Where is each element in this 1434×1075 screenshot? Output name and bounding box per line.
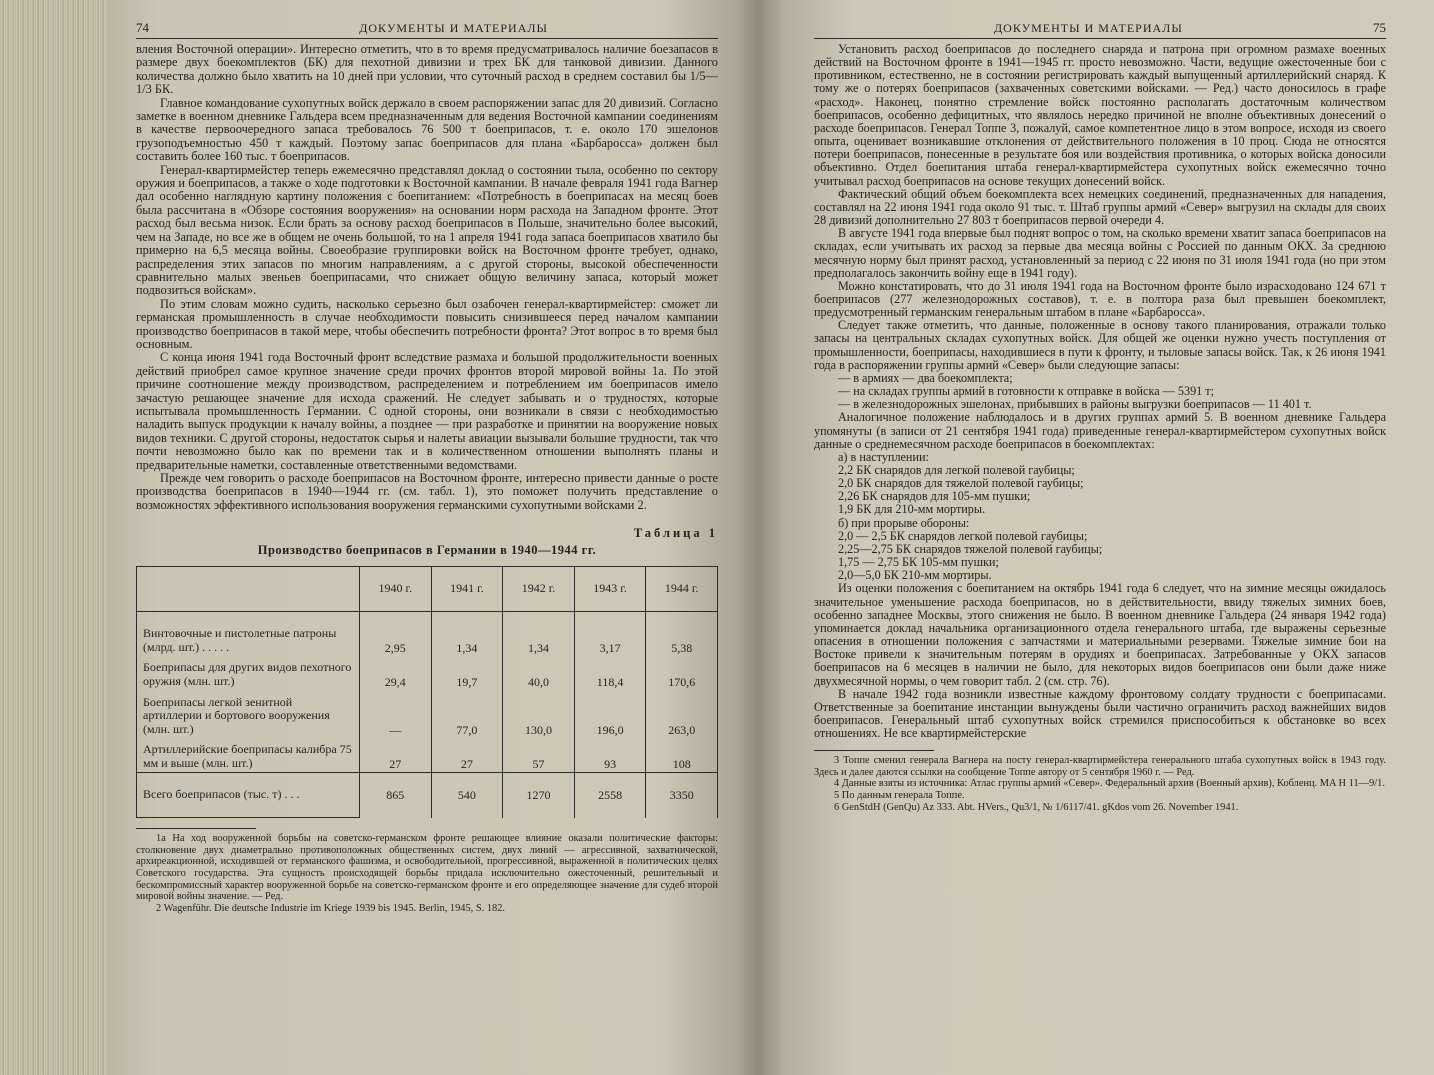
left-running-head-title: ДОКУМЕНТЫ И МАТЕРИАЛЫ bbox=[359, 21, 548, 35]
left-footnotes bbox=[136, 833, 718, 914]
table-cell: 57 bbox=[503, 738, 575, 773]
right-footnotes bbox=[814, 755, 1386, 813]
table-cell: 27 bbox=[360, 738, 432, 773]
table-cell: 263,0 bbox=[646, 690, 718, 738]
table-header-blank bbox=[137, 567, 360, 612]
list-item: — в армиях — два боекомплекта; bbox=[838, 370, 1013, 385]
left-body-text bbox=[136, 43, 718, 512]
list-item: 2,26 БК снарядов для 105-мм пушки; bbox=[838, 489, 1031, 504]
table-cell: 1,34 bbox=[431, 612, 503, 657]
table-row bbox=[137, 690, 718, 738]
list-item: 2,0—5,0 БК 210-мм мортиры. bbox=[838, 568, 992, 583]
table-cell: 2,95 bbox=[360, 612, 432, 657]
row-label: Боеприпасы для других видов пехотного оружия (млн. шт.) bbox=[137, 656, 360, 690]
right-body-text bbox=[814, 43, 1386, 740]
paragraph: В начале 1942 года возникли известные каждому фронтовому солдату трудности с боеприпасами. Ответственные за боепитание инстанции вынуждены были частично ограничить расход важнейших видов боеприпасов. Генеральный штаб сухопутных войск стремился приспособиться к обстановке во всех отношениях. Не все квартирмейстерские bbox=[814, 686, 1386, 741]
paragraph: Из оценки положения с боепитанием на октябрь 1941 года 6 следует, что на зимние месяцы ожидалось значительное уменьшение расхода боеприпасов, но в действительности, ввиду тяжелых зимних боев, особенно западнее Москвы, этого снижения не было. В военном дневнике Гальдера (24 января 1942 года) упоминается доклад начальника организационного отдела генерального штаба, где выражены серьезные опасения в отношении положения с запчастями и материальными резервами. Тяжелые зимние бои на Востоке привели к значительным потерям в орудиях и боеприпасах. Затребованные у ОКХ запасов боеприпасов на 6 месяцев в наличии не было, для некоторых видов боеприпасов они были даже ниже двухмесячной нормы, о чем говорит табл. 2 (см. стр. 76). bbox=[814, 581, 1386, 688]
table-total-row bbox=[137, 773, 718, 818]
list-item: б) при прорыве обороны: bbox=[838, 515, 970, 530]
table-cell: 1270 bbox=[503, 773, 575, 818]
table-header-cell: 1944 г. bbox=[646, 567, 718, 612]
paragraph: По этим словам можно судить, насколько серьезно был озабочен генерал-квартирмейстер: сможет ли германская промышленность в случае необходимости повысить снизившееся перед началом кампании производство боеприпасов в такой мере, чтобы обеспечить потребности фронта? Этот вопрос в то время был основным. bbox=[136, 296, 718, 351]
table-cell: — bbox=[360, 690, 432, 738]
paragraph: С конца июня 1941 года Восточный фронт вследствие размаха и большой продолжительности военных действий приобрел самое крупное значение среди прочих фронтов второй мировой войны 1a. По этой причине соотношение между производством, распределением и потреблением им боеприпасов имело зачастую решающее значение для исхода сражений. Не следует забывать и о трудностях, которые испытывала промышленность Германии. С одной стороны, они возникали в связи с необходимостью наладить выпуск продукции к началу войны, а позднее — при разработке и принятии на вооружение новых видов техники. С другой стороны, недостаток сырья и налеты авиации вызывали большие трудности, так что почти невозможно было как по времени так и в количественном отношении выполнять планы и предварительные наметки, составленные ответственными ведомствами. bbox=[136, 350, 718, 472]
table-row bbox=[137, 738, 718, 773]
table-cell: 5,38 bbox=[646, 612, 718, 657]
left-running-head bbox=[136, 0, 718, 39]
paragraph: В августе 1941 года впервые был поднят вопрос о том, на сколько времени хватит запаса боеприпасов на складах, если учитывать их расход за первые два месяца войны с Россией по данным ОКХ. За среднюю месячную норму был принят расход, установленный за период с 22 июня по 31 июля 1941 года (но при этом предполагалось закончить войну еще в 1941 году). bbox=[814, 226, 1386, 280]
table-cell: 19,7 bbox=[431, 656, 503, 690]
paragraph: Следует также отметить, что данные, положенные в основу такого планирования, отражали только запасы на центральных складах сухопутных войск. Для общей же оценки нужно учесть поступления от промышленности, боеприпасы, находившиеся в пути к фронту, и тыловые запасы войск. Так, к 26 июня 1941 года в распоряжении группы армий «Север» были следующие запасы: bbox=[814, 318, 1386, 372]
table-cell: 170,6 bbox=[646, 656, 718, 690]
left-page bbox=[108, 0, 758, 1075]
left-page-number: 74 bbox=[136, 20, 149, 35]
footnote: 2 Wagenführ. Die deutsche Industrie im Kriege 1939 bis 1945. Berlin, 1945, S. 182. bbox=[156, 902, 506, 914]
paragraph: Можно констатировать, что до 31 июля 1941 года на Восточном фронте было израсходовано 124 671 т боеприпасов (277 железнодорожных составов), т. е. в полтора раза был превышен боекомплект, предусмотренный германским генеральным штабом в плане «Барбаросса». bbox=[814, 278, 1386, 320]
table-cell: 77,0 bbox=[431, 690, 503, 738]
right-page-number: 75 bbox=[1373, 20, 1386, 35]
row-label: Винтовочные и пистолетные патроны (млрд. шт.) . . . . . bbox=[137, 612, 360, 657]
paragraph: Прежде чем говорить о расходе боеприпасов на Восточном фронте, интересно привести данные о росте производства боеприпасов в 1940—1944 гг. (см. табл. 1), это поможет получить представление о возможностях эффективного использования вооружения германскими сухопутными войсками 2. bbox=[136, 471, 718, 512]
table-header-cell: 1943 г. bbox=[574, 567, 646, 612]
footnote: 6 GenStdH (GenQu) Az 333. Abt. HVers., Qu3/1, № 1/6117/41. gKdos vom 26. November 1941. bbox=[834, 801, 1239, 813]
list-item: 2,0 БК снарядов для тяжелой полевой гаубицы; bbox=[838, 476, 1084, 491]
footnote-divider bbox=[136, 828, 256, 829]
table-cell: 3,17 bbox=[574, 612, 646, 657]
table-caption: Таблица 1 bbox=[633, 526, 718, 541]
table-row bbox=[137, 612, 718, 657]
table-header-cell: 1942 г. bbox=[503, 567, 575, 612]
production-table bbox=[136, 566, 718, 818]
list-item: 2,0 — 2,5 БК снарядов легкой полевой гаубицы; bbox=[838, 528, 1088, 543]
table-cell: 865 bbox=[360, 773, 432, 818]
table-cell: 1,34 bbox=[503, 612, 575, 657]
paragraph: Установить расход боеприпасов до последнего снаряда и патрона при огромном размахе военных действий на Восточном фронте в 1941—1945 гг. просто невозможно. Части, ведущие ожесточенные бои с противником, естественно, не в состоянии регистрировать каждый выпущенный артиллерийский снаряд. К тому же о потерях боеприпасов (захваченных советскими войсками. — Ред.) часто доносилось в графе «расход». Наконец, понятно стремление войск постоянно располагать достаточным количеством боеприпасов, особенно дефицитных, что являлось нередко причиной не вполне объективных донесений о расходе боеприпасов. Генерал Топпе 3, пожалуй, самое компетентное лицо в этом вопросе, исходя из своего опыта, оценивает возникавшие отклонения от действительного положения в 10 проц. Сюда не относятся потери боеприпасов, понесенные в результате боя или воздействия противника, о которых войска доносили объективно. Отдел боепитания штаба генерал-квартирмейстера сухопутных войск ежемесячно точно учитывал расход боеприпасов на основе текущих донесений войск. bbox=[814, 42, 1386, 188]
table-cell: 108 bbox=[646, 738, 718, 773]
table-header-cell: 1940 г. bbox=[360, 567, 432, 612]
table-cell: 93 bbox=[574, 738, 646, 773]
table-cell: 27 bbox=[431, 738, 503, 773]
right-page bbox=[758, 0, 1434, 1075]
list-item: — на складах группы армий в готовности к отправке в войска — 5391 т; bbox=[838, 384, 1215, 399]
book-page-edges bbox=[0, 0, 120, 1075]
table-cell: 540 bbox=[431, 773, 503, 818]
list-item: 1,75 — 2,75 БК 105-мм пушки; bbox=[838, 555, 999, 570]
total-label: Всего боеприпасов (тыс. т) . . . bbox=[137, 773, 360, 818]
paragraph: Аналогичное положение наблюдалось и в других группах армий 5. В военном дневнике Гальдера упомянуты (в записи от 21 сентября 1941 года) приведенные генерал-квартирмейстером сухопутных войск данные о среднемесячном расходе боеприпасов в боекомплектах: bbox=[814, 410, 1386, 451]
table-row bbox=[137, 656, 718, 690]
table-cell: 130,0 bbox=[503, 690, 575, 738]
table-header-cell: 1941 г. bbox=[431, 567, 503, 612]
table-cell: 40,0 bbox=[503, 656, 575, 690]
table-cell: 196,0 bbox=[574, 690, 646, 738]
paragraph: Главное командование сухопутных войск держало в своем распоряжении запас для 20 дивизий. Согласно заметке в военном дневнике Гальдера всем предназначенным для ведения Восточной кампании соединениям в качестве первоочередного запаса требовалось 76 500 т боеприпасов, т. е. около 170 эшелонов грузоподъемностью 450 т каждый. Поэтому запас боеприпасов для плана «Барбаросса» должен был составить более 160 тыс. т боеприпасов. bbox=[136, 95, 718, 164]
list-item: а) в наступлении: bbox=[838, 449, 929, 464]
right-running-head-title: ДОКУМЕНТЫ И МАТЕРИАЛЫ bbox=[994, 21, 1183, 35]
list-item: — в железнодорожных эшелонах, прибывших в районы выгрузки боеприпасов — 11 401 т. bbox=[838, 397, 1312, 412]
paragraph: Генерал-квартирмейстер теперь ежемесячно представлял доклад о состоянии тыла, особенно по сектору оружия и боеприпасов, а также о ходе подготовки к Восточной кампании. В начале февраля 1941 года Вагнер дал особенно наглядную картину положения с боепитанием: «Потребность в боеприпасах на месяц боев была рассчитана в «Обзоре состояния вооружения» на основании норм расхода на Западном фронте. Этот расход был весьма низок. Если брать за основу расход боеприпасов в Польше, значительно более высокий, чем на Западе, но все же в общем не очень большой, то на 1 апреля 1941 года запаса боеприпасов хватило бы примерно на 6,5 месяца войны. Своеобразие группировки войск на Восточном фронте требует, однако, распределения этих запасов по многим направлениям, а с другой стороны, высокой обеспеченности сравнительно малых звеньев боеприпасами, что снижает общую величину запаса, который может подвозиться войскам». bbox=[136, 162, 718, 298]
list-item: 2,25—2,75 БК снарядов тяжелой полевой гаубицы; bbox=[838, 541, 1103, 556]
footnote: 4 Данные взяты из источника: Атлас группы армий «Север». Федеральный архив (Военный архив), Кобленц. MA H 11—9/1. bbox=[834, 778, 1385, 790]
right-running-head bbox=[814, 0, 1386, 39]
list-item: 1,9 БК для 210-мм мортиры. bbox=[838, 502, 986, 517]
table-header-row bbox=[137, 567, 718, 612]
paragraph: Фактический общий объем боекомплекта всех немецких соединений, предназначенных для нападения, составлял на 22 июня 1941 года около 91 тыс. т. Штаб группы армий «Север» выгрузил на склады для своих 28 дивизий дополнительно 27 803 т боеприпасов первой очереди 4. bbox=[814, 186, 1386, 228]
paragraph: вления Восточной операции». Интересно отметить, что в то время предусматривалось наличие боезапасов в размере двух боекомплектов (БК) для пехотной дивизии и трех БК для танковой дивизии. Данного количества должно было хватить на 10 дней при условии, что суточный расход в среднем составил бы 1/5—1/3 БК. bbox=[136, 42, 718, 97]
table-cell: 2558 bbox=[574, 773, 646, 818]
footnote: 5 По данным генерала Топпе. bbox=[834, 790, 965, 802]
table-title: Производство боеприпасов в Германии в 1940—1944 гг. bbox=[257, 543, 597, 558]
row-label: Артиллерийские боеприпасы калибра 75 мм и выше (млн. шт.) bbox=[137, 738, 360, 773]
table-cell: 29,4 bbox=[360, 656, 432, 690]
footnote-divider bbox=[814, 750, 934, 751]
footnote: 3 Топпе сменил генерала Вагнера на посту генерал-квартирмейстера генерального штаба сухопутных войск в 1943 году. Здесь и далее даются ссылки на сообщение Топпе автору от 5 сентября 1960 г. — Ред. bbox=[814, 755, 1386, 778]
footnote: 1a На ход вооруженной борьбы на советско-германском фронте решающее влияние оказали политические факторы: столкновение двух диаметрально противоположных общественных систем, двух линий — агрессивной, захватнической, архиреакционной, исходившей от германского фашизма, и освободительной, прогрессивной, выраженной в политических целях Советского государства. Эта сущность происходящей борьбы придала исключительно ожесточенный, решительный и бескомпромиссный характер вооруженной борьбе на советско-германском фронте и его определяющее значение для судеб второй мировой войны значение. — Ред. bbox=[136, 833, 718, 903]
list-item: 2,2 БК снарядов для легкой полевой гаубицы; bbox=[838, 463, 1075, 477]
row-label: Боеприпасы легкой зенитной артиллерии и бортового вооружения (млн. шт.) bbox=[137, 690, 360, 738]
table-cell: 118,4 bbox=[574, 656, 646, 690]
table-cell: 3350 bbox=[646, 773, 718, 818]
